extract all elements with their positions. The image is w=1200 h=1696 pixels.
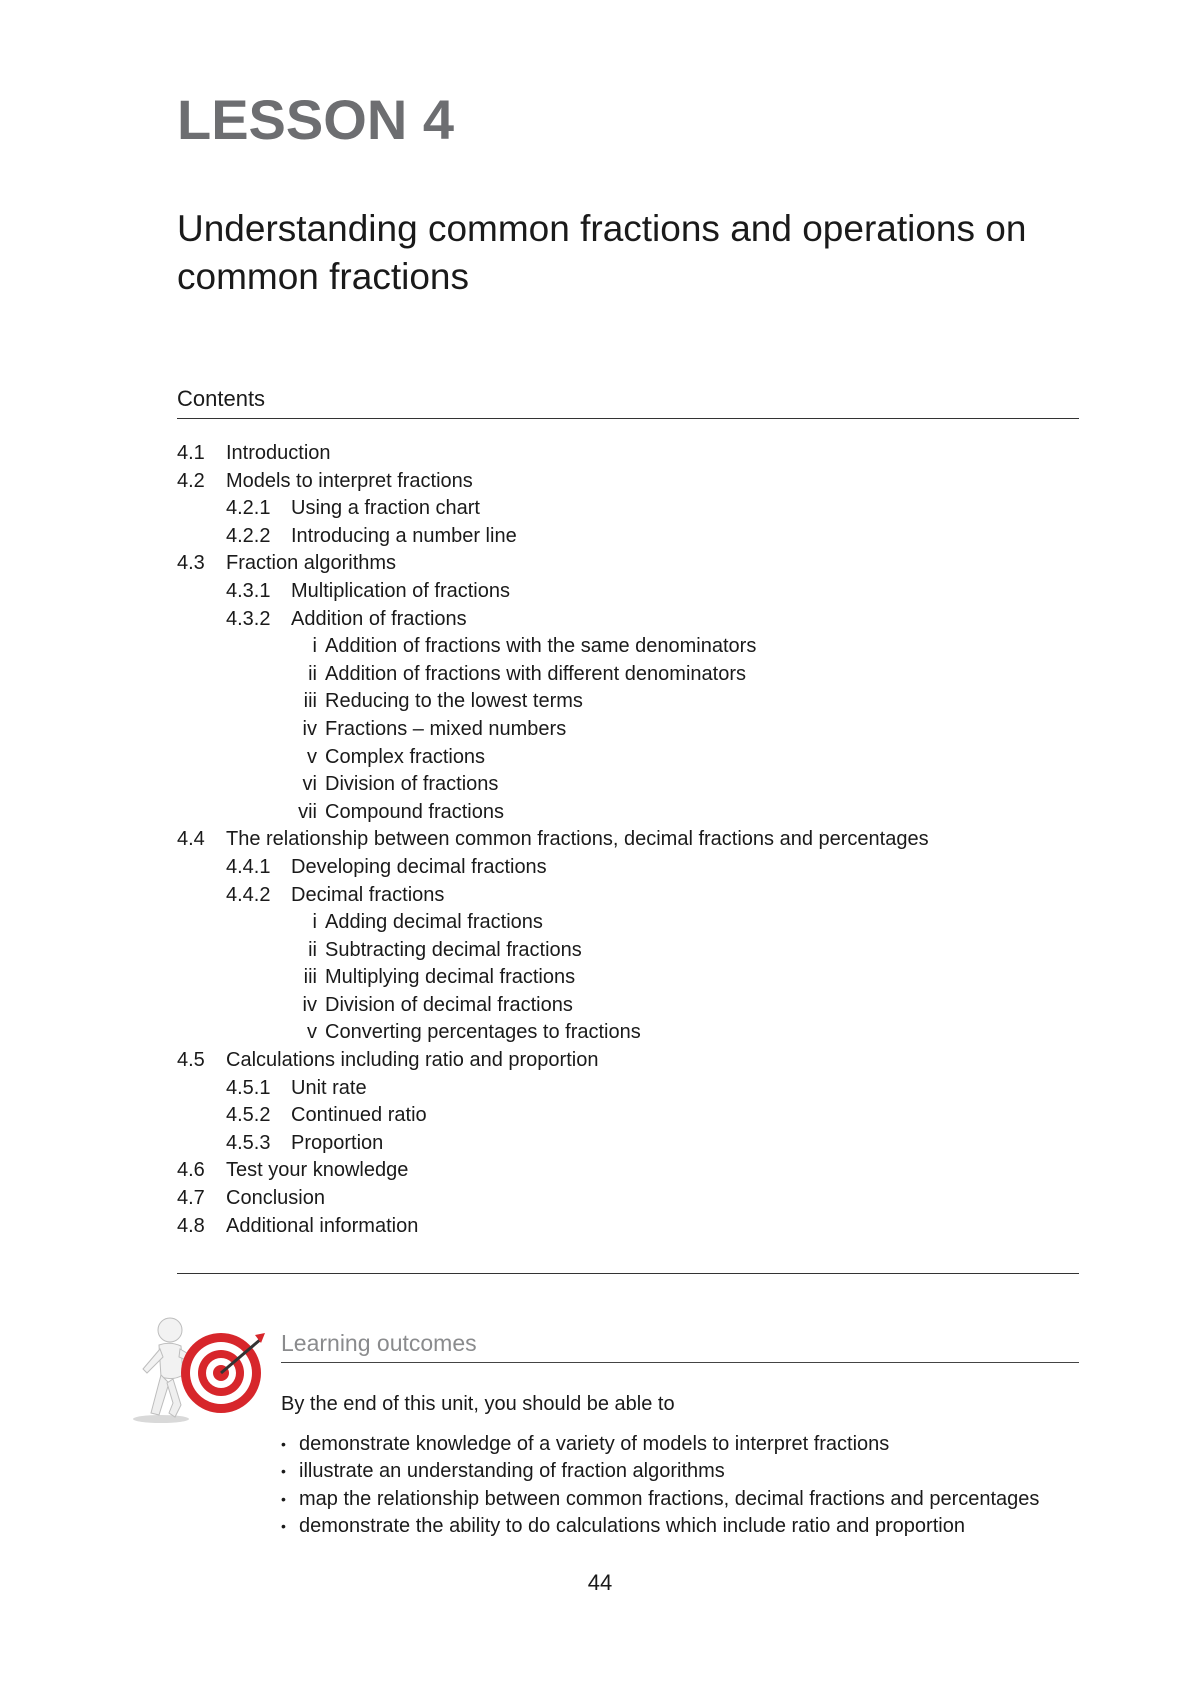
toc-item-label: Division of fractions <box>325 773 499 796</box>
toc-item-label: Addition of fractions with the same denominators <box>325 635 757 658</box>
toc-item-number: 4.5.1 <box>226 1076 271 1099</box>
table-of-contents <box>177 440 1079 1240</box>
toc-item-number: 4.2 <box>177 469 205 492</box>
toc-item-number: v <box>307 1021 317 1044</box>
toc-item-number: 4.5 <box>177 1049 205 1072</box>
toc-item-label: Developing decimal fractions <box>291 855 547 878</box>
toc-item-label: Multiplication of fractions <box>291 579 510 602</box>
toc-item <box>177 661 1079 689</box>
toc-item-number: 4.1 <box>177 442 205 464</box>
toc-item <box>177 1075 1079 1103</box>
toc-item <box>177 440 1079 468</box>
toc-item-label: Subtracting decimal fractions <box>325 938 582 961</box>
toc-item-number: 4.6 <box>177 1159 205 1182</box>
lesson-subtitle: Understanding common fractions and operations on common fractions <box>177 208 1027 297</box>
toc-item-label: Additional information <box>226 1214 419 1237</box>
toc-item-label: Continued ratio <box>291 1104 427 1127</box>
toc-item-label: Fractions – mixed numbers <box>325 717 567 740</box>
toc-item <box>177 633 1079 661</box>
learning-outcome-item <box>281 1431 1039 1458</box>
toc-item-number: ii <box>308 938 317 961</box>
contents-heading: Contents <box>177 386 266 411</box>
learning-outcome-item <box>281 1458 1039 1485</box>
toc-item <box>177 1130 1079 1158</box>
toc-item-number: iv <box>302 717 317 740</box>
toc-item-number: iii <box>303 966 317 989</box>
toc-item-number: v <box>307 745 317 768</box>
toc-item-label: Division of decimal fractions <box>325 993 573 1016</box>
learning-outcome-text: map the relationship between common fractions, decimal fractions and percentages <box>299 1487 1040 1510</box>
toc-item-label: Addition of fractions <box>291 607 467 630</box>
learning-outcome-item <box>281 1513 1039 1540</box>
toc-item-number: 4.5.2 <box>226 1104 271 1127</box>
learning-outcome-text: demonstrate the ability to do calculations which include ratio and proportion <box>299 1515 965 1538</box>
toc-item-number: 4.4.1 <box>226 855 271 878</box>
toc-item-number: 4.2.2 <box>226 524 271 547</box>
bullet-icon: • <box>281 1436 286 1452</box>
toc-item <box>177 1047 1079 1075</box>
toc-item <box>177 799 1079 827</box>
toc-item-label: Proportion <box>291 1131 384 1154</box>
contents-top-divider <box>177 418 1079 419</box>
toc-item-number: 4.5.3 <box>226 1131 271 1154</box>
learning-outcomes-divider <box>281 1362 1079 1363</box>
toc-item-label: Adding decimal fractions <box>325 911 543 934</box>
toc-item-label: Introducing a number line <box>291 524 517 547</box>
toc-item-label: Multiplying decimal fractions <box>325 966 576 989</box>
toc-item-label: Reducing to the lowest terms <box>325 690 583 713</box>
toc-item <box>177 688 1079 716</box>
toc-item-number: 4.2.1 <box>226 497 271 520</box>
toc-item <box>177 716 1079 744</box>
bullet-icon: • <box>281 1490 286 1507</box>
toc-item-label: Addition of fractions with different denominators <box>325 662 746 685</box>
toc-item <box>177 1157 1079 1185</box>
toc-item-number: i <box>312 635 317 658</box>
toc-item <box>177 1102 1079 1130</box>
toc-item <box>177 1019 1079 1047</box>
toc-item-number: 4.4 <box>177 828 205 851</box>
toc-item <box>177 744 1079 772</box>
toc-item-number: vii <box>298 800 317 823</box>
toc-item <box>177 550 1079 578</box>
page-number: 44 <box>587 1570 613 1595</box>
toc-item <box>177 468 1079 496</box>
figure-with-target-icon <box>125 1313 265 1423</box>
toc-item <box>177 854 1079 882</box>
toc-item-number: ii <box>308 662 317 685</box>
toc-item-label: Introduction <box>226 442 331 464</box>
toc-item <box>177 1185 1079 1213</box>
toc-item <box>177 523 1079 551</box>
toc-item-number: 4.3 <box>177 552 205 575</box>
toc-item <box>177 578 1079 606</box>
bullet-icon: • <box>281 1518 286 1535</box>
toc-item-label: Unit rate <box>291 1076 367 1099</box>
toc-item <box>177 771 1079 799</box>
bullet-icon: • <box>281 1463 286 1480</box>
toc-item-label: Using a fraction chart <box>291 497 480 520</box>
toc-item-number: 4.4.2 <box>226 883 271 906</box>
toc-item-label: Decimal fractions <box>291 883 445 906</box>
toc-item-label: Models to interpret fractions <box>226 469 473 492</box>
toc-item <box>177 964 1079 992</box>
toc-item-number: 4.3.1 <box>226 579 271 602</box>
toc-item-number: i <box>312 911 317 934</box>
lesson-title: LESSON 4 <box>177 88 454 151</box>
toc-item-label: Test your knowledge <box>226 1159 409 1182</box>
toc-item-label: Conclusion <box>226 1187 325 1210</box>
learning-outcomes-intro: By the end of this unit, you should be able to <box>281 1393 675 1415</box>
toc-item-label: Complex fractions <box>325 745 486 768</box>
toc-item <box>177 937 1079 965</box>
learning-outcomes-heading: Learning outcomes <box>281 1330 477 1356</box>
toc-item-label: Compound fractions <box>325 800 504 823</box>
toc-item-label: Fraction algorithms <box>226 552 397 575</box>
toc-item-number: 4.8 <box>177 1214 205 1237</box>
toc-item <box>177 909 1079 937</box>
toc-item <box>177 606 1079 634</box>
learning-outcome-text: demonstrate knowledge of a variety of models to interpret fractions <box>299 1433 890 1455</box>
toc-item-label: The relationship between common fractions, decimal fractions and percentages <box>226 828 929 851</box>
learning-outcome-item <box>281 1486 1039 1513</box>
learning-outcomes-list <box>281 1431 1039 1541</box>
toc-item-number: iv <box>302 993 317 1016</box>
toc-item-number: 4.3.2 <box>226 607 271 630</box>
toc-item-number: iii <box>303 690 317 713</box>
toc-item <box>177 882 1079 910</box>
toc-item-label: Converting percentages to fractions <box>325 1021 641 1044</box>
toc-item <box>177 495 1079 523</box>
toc-item <box>177 1213 1079 1241</box>
toc-item <box>177 826 1079 854</box>
contents-bottom-divider <box>177 1273 1079 1274</box>
toc-item <box>177 992 1079 1020</box>
toc-item-label: Calculations including ratio and proportion <box>226 1049 599 1072</box>
learning-outcome-text: illustrate an understanding of fraction algorithms <box>299 1460 725 1483</box>
toc-item-number: 4.7 <box>177 1187 205 1210</box>
toc-item-number: vi <box>302 773 317 796</box>
